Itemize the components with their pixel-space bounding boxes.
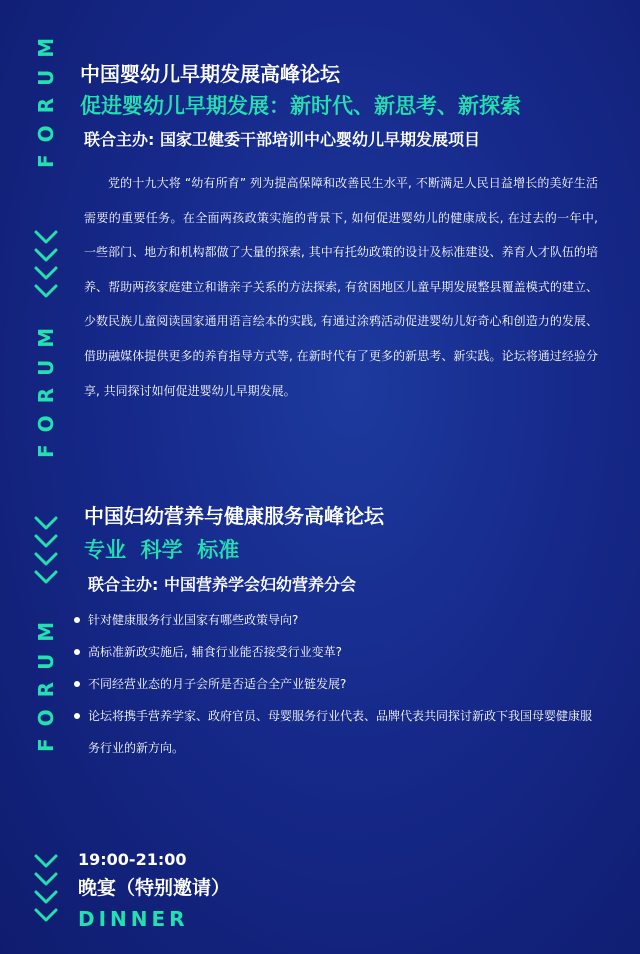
forum1-description-block: [84, 166, 598, 408]
side-word-forum-3: FORUM: [34, 609, 58, 752]
list-item: 高标准新政实施后, 辅食行业能否接受行业变革?: [74, 636, 602, 668]
bullet-dot-icon: [74, 617, 80, 623]
forum1-subtitle: 促进婴幼儿早期发展：新时代、新思考、新探索: [80, 94, 521, 118]
dinner-time: 19:00-21:00: [78, 850, 187, 869]
forum1-title: 中国婴幼儿早期发展高峰论坛: [80, 62, 340, 86]
forum1-description: 党的十九大将 “幼有所育” 列为提高保障和改善民生水平, 不断满足人民日益增长的美好生活需要的重要任务。在全面两孩政策实施的背景下, 如何促进婴幼儿的健康成长, 在过去的一年中, 一些部门、地方和机构都做了大量的探索, 其中有托幼政策的设计及标准建设、养育人才队伍的培养、帮助两孩家庭建立和谐亲子关系的方法探索, 有贫困地区儿童早期发展整县覆盖模式的建立、少数民族儿童阅读国家通用语言绘本的实践, 有通过涂鸦活动促进婴幼儿好奇心和创造力的发展、借助融媒体提供更多的养育指导方式等, 在新时代有了更多的新思考、新实践。论坛将通过经验分享, 共同探讨如何促进婴幼儿早期发展。: [84, 176, 598, 398]
forum1-organizer: 联合主办: 国家卫健委干部培训中心婴幼儿早期发展项目: [84, 130, 480, 149]
forum2-questions: [74, 604, 602, 764]
dinner-title: 晚宴（特别邀请）: [78, 877, 231, 899]
forum2-title: 中国妇幼营养与健康服务高峰论坛: [84, 504, 384, 528]
bullet-dot-icon: [74, 681, 80, 687]
dinner-english: DINNER: [78, 907, 189, 931]
list-item: 论坛将携手营养学家、政府官员、母婴服务行业代表、品牌代表共同探讨新政下我国母婴健康服务行业的新方向。: [74, 700, 602, 764]
side-word-forum-1: FORUM: [34, 25, 58, 168]
forum2-section: [84, 502, 614, 597]
chevron-down-icon: [33, 228, 59, 300]
side-word-forum-2: FORUM: [34, 315, 58, 458]
bullet-dot-icon: [74, 649, 80, 655]
chevron-down-icon: [33, 514, 59, 586]
forum2-subtitle: 专业 科学 标准: [84, 538, 240, 562]
bullet-dot-icon: [74, 713, 80, 719]
list-item: 不同经营业态的月子会所是否适合全产业链发展?: [74, 668, 602, 700]
question-list: [74, 604, 602, 764]
forum2-organizer: 联合主办: 中国营养学会妇幼营养分会: [88, 575, 356, 594]
list-item: 针对健康服务行业国家有哪些政策导向?: [74, 604, 602, 636]
forum1-section: [80, 60, 610, 152]
chevron-down-icon: [33, 852, 59, 924]
dinner-section: [78, 848, 608, 934]
